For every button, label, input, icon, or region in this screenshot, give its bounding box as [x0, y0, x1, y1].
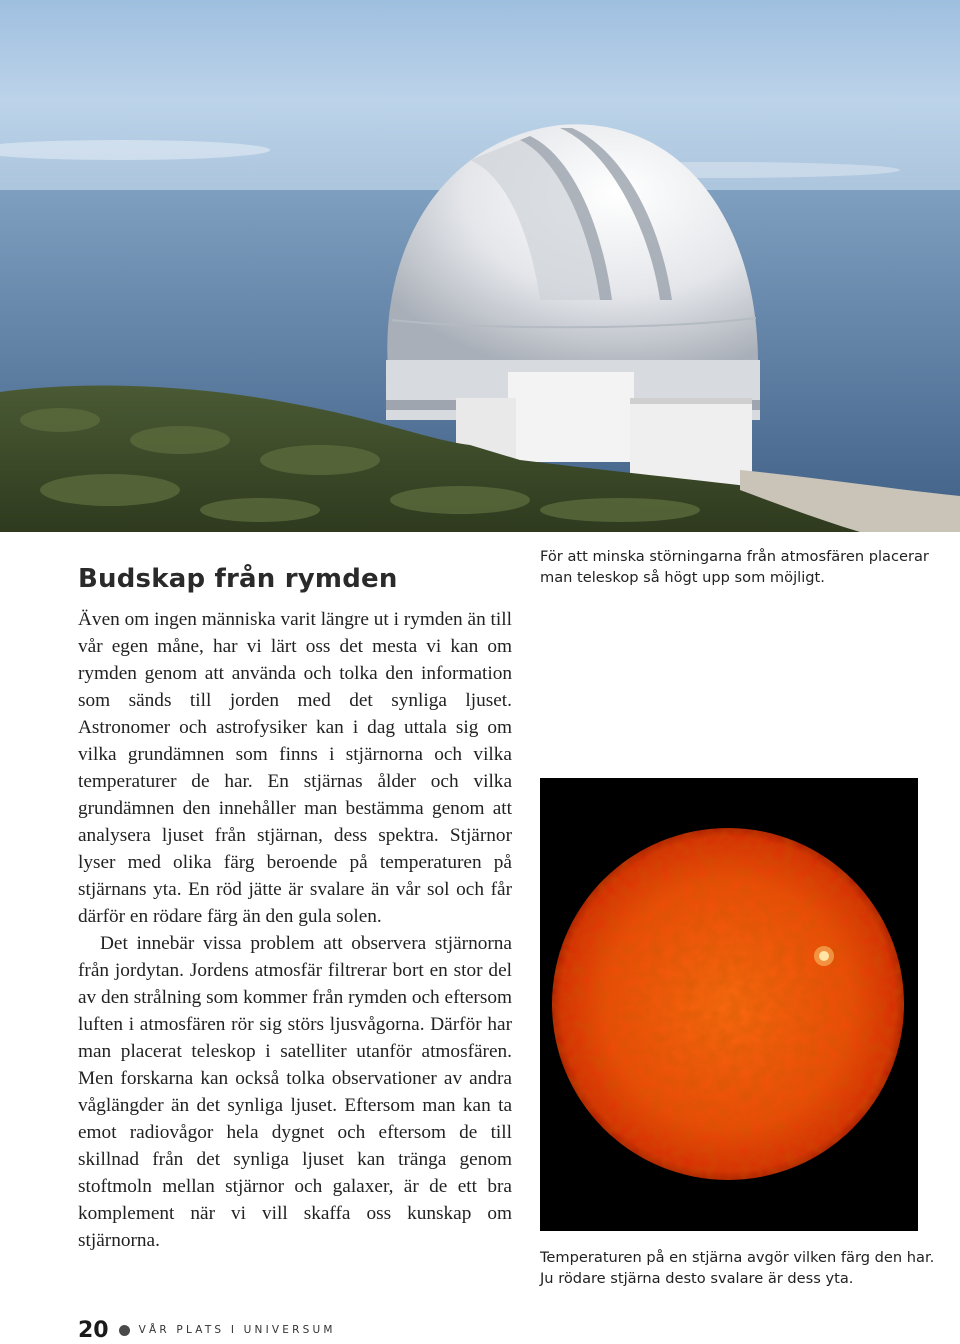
sun-caption: Temperaturen på en stjärna avgör vilken färg den har. Ju rödare stjärna desto svalare är dess yta.: [540, 1249, 935, 1287]
bullet-dot-icon: [119, 1325, 130, 1336]
section-title: VÅR PLATS I UNIVERSUM: [138, 1324, 336, 1336]
page-footer: [78, 1316, 336, 1344]
paragraph: Även om ingen människa varit längre ut i rymden än till vår egen måne, har vi lärt oss det mesta vi kan om rymden genom att använda och tolka den information som sänds till jorden med det synliga ljuset. Astronomer och astrofysiker kan i dag uttala sig om vilka grundämnen som finns i stjärnorna och vilka temperaturer de har. En stjärnas ålder och vilka grundämnen den innehåller man bestämma genom att analysera ljuset från stjärnan, dess spektra. Stjärnor lyser med olika färg beroende på temperaturen på stjärnans yta. En röd jätte är svalare än vår sol och får därför en rödare färg än den gula solen.: [78, 609, 512, 927]
article-body: [78, 606, 512, 1254]
observatory-photo: [0, 0, 960, 532]
red-sun-photo: [540, 778, 918, 1231]
paragraph: Det innebär vissa problem att observera stjärnorna från jordytan. Jordens atmosfär filtrerar bort en stor del av den strålning som kommer från rymden och eftersom luften i atmosfären rör sig störs ljusvågorna. Därför har man placerat teleskop i satelliter utanför atmosfären. Men forskarna kan också tolka observationer av andra våglängder än det synliga ljuset. Eftersom man kan ta emot radiovågor hela dygnet och eftersom de till skillnad från det synliga ljuset kan tränga genom stoftmoln mellan stjärnor och galaxer, är de ett bra komplement när vi vill skaffa oss kunskap om stjärnorna.: [78, 933, 512, 1251]
article-heading: Budskap från rymden: [78, 564, 398, 594]
page-number: 20: [78, 1317, 109, 1343]
telescope-caption: För att minska störningarna från atmosfären placerar man teleskop så högt upp som möjligt.: [540, 548, 929, 586]
